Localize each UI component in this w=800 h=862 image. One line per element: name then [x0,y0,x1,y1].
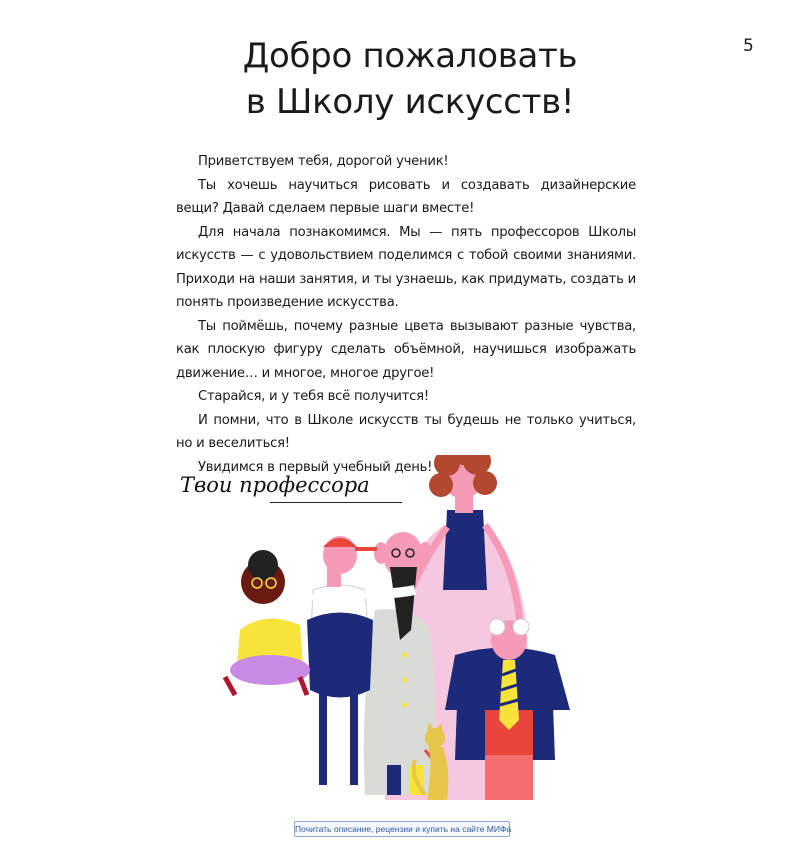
paragraph: Старайся, и у тебя всё получится! [198,389,429,404]
professors-illustration [215,455,595,810]
page-number: 5 [743,36,754,56]
handwritten-signature: Твои профессора [180,473,370,497]
title-line-2: в Школу искусств! [245,82,575,122]
paragraph: Для начала познакомимся. Мы — пять профессоров Школы искусств — с удовольствием поделимся с тобой своими знаниями. Приходи на наши занятия, и ты узнаешь, как придумать, создать и понять произведение искусства. [176,224,636,310]
title-line-1: Добро пожаловать [242,36,578,76]
paragraph: Ты хочешь научиться рисовать и создавать дизайнерские вещи? Давай сделаем первые шаги вместе! [176,177,636,216]
paragraph: Ты поймёшь, почему разные цвета вызывают разные чувства, как плоскую фигуру сделать объёмной, научишься изображать движение… и многое, многое другое! [176,318,636,381]
page-title [0,33,800,125]
paragraph: Приветствуем тебя, дорогой ученик! [198,154,449,169]
paragraph: И помни, что в Школе искусств ты будешь не только учиться, но и веселиться! [176,412,636,451]
paragraph: Увидимся в первый учебный день! [198,459,433,475]
professor-yellow-figure [225,550,310,695]
body-text [176,150,636,479]
mif-store-link[interactable]: Почитать описание, рецензии и купить на сайте МИФа [294,821,510,837]
